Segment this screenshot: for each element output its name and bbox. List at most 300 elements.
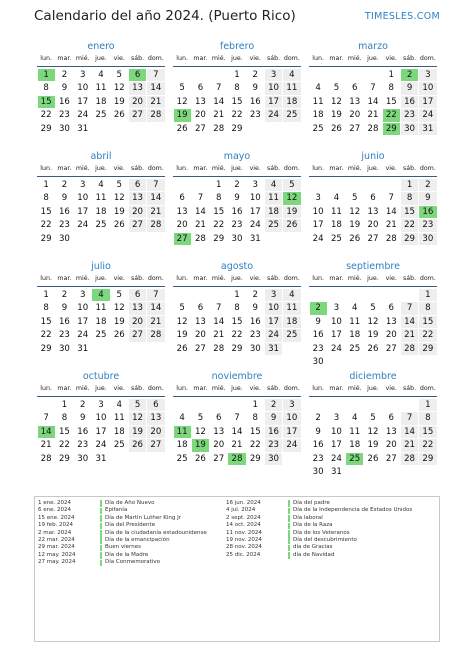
day-cell: 11 [113,413,125,423]
day-cell: 7 [215,83,222,93]
holiday-marker [100,523,102,530]
day-cell: 8 [419,412,436,425]
day-cell: 9 [419,192,436,205]
day-cell: 7 [43,413,49,423]
day-cell: 19 [349,220,361,230]
legend-row [38,507,207,514]
day-grid [37,67,165,148]
day-cell: 16 [58,206,70,217]
day-cell: 2 [252,69,259,80]
day-cell: 3 [419,69,436,82]
day-cell: 8 [43,303,49,313]
month-junio [309,150,437,258]
day-cell: 19 [367,330,379,340]
day-cell: 1 [234,69,240,80]
day-cell: 8 [401,192,418,205]
weekday-label: lun. [176,275,188,282]
day-grid [309,67,437,148]
day-cell: 6 [388,303,395,313]
day-cell: 20 [349,110,361,120]
weekday-header [37,163,165,175]
holiday-day-cell: 12 [283,192,300,205]
day-cell: 21 [147,206,164,219]
day-cell: 1 [43,289,49,300]
weekday-label: sáb. [266,165,281,172]
month-name: enero [87,41,115,52]
day-cell: 24 [265,109,282,122]
weekday-header [37,273,165,285]
day-cell: 29 [58,453,70,464]
weekday-label: vie. [249,55,261,62]
holiday-day-cell: 11 [174,426,191,439]
weekday-label: mar. [193,385,208,392]
day-cell: 11 [95,83,107,93]
month-diciembre [309,370,437,478]
legend-row [38,544,207,551]
legend-date: 2 mar. 2024 [38,529,72,536]
day-cell: 25 [95,330,107,340]
month-mayo [173,150,301,258]
day-cell: 24 [330,453,342,464]
day-cell: 13 [367,206,379,217]
weekday-label: lun. [176,55,188,62]
legend-holiday-name: Día laboral [293,514,323,521]
day-cell: 24 [283,439,300,452]
month-name: junio [361,151,385,162]
weekday-label: sáb. [402,165,417,172]
day-cell: 17 [283,426,300,439]
month-name: agosto [220,261,254,272]
legend-date: 19 nov. 2024 [226,536,262,543]
day-cell: 19 [113,206,125,217]
day-cell: 27 [129,329,146,342]
holiday-marker [100,500,102,507]
weekday-label: mar. [57,275,72,282]
day-cell: 29 [40,343,52,354]
day-cell: 22 [213,220,225,230]
legend-holiday-name: Día del descubrimiento [293,536,357,543]
day-cell: 30 [419,233,436,246]
weekday-label: sáb. [402,275,417,282]
day-cell: 17 [330,440,342,450]
day-cell: 29 [213,233,225,244]
day-cell: 4 [333,193,340,203]
day-cell: 8 [234,303,240,313]
day-cell: 17 [95,426,107,437]
month-name: marzo [358,41,388,52]
holiday-marker [100,545,102,552]
day-cell: 26 [113,220,125,230]
day-cell: 28 [147,109,164,122]
day-grid [309,287,437,368]
day-cell: 7 [147,69,164,82]
day-cell: 6 [129,179,146,192]
day-cell: 17 [77,316,89,327]
holiday-day-cell: 16 [419,206,436,219]
day-cell: 17 [77,206,89,217]
day-cell: 29 [40,233,52,244]
holiday-day-cell: 1 [38,69,55,82]
day-cell: 26 [129,439,146,452]
day-cell: 10 [95,413,107,423]
day-cell: 15 [401,206,418,219]
weekday-label: lun. [40,55,52,62]
weekday-label: vie. [249,385,261,392]
day-cell: 15 [385,96,397,107]
legend-holiday-name: Día del Presidente [105,522,156,529]
day-cell: 26 [113,330,125,340]
day-cell: 22 [231,330,243,340]
weekday-label: mar. [329,55,344,62]
weekday-label: mar. [329,275,344,282]
month-name: octubre [82,371,120,382]
day-cell: 12 [113,303,125,313]
day-cell: 9 [61,303,68,313]
day-grid [309,177,437,258]
legend-date: 16 jun. 2024 [226,500,261,506]
weekday-label: mié. [211,275,226,282]
day-cell: 9 [61,193,68,203]
day-cell: 23 [419,219,436,232]
day-cell: 1 [388,69,395,80]
day-cell: 3 [315,193,321,203]
legend-holiday-name: Día de la ciudadanía estadounidense [105,529,207,536]
day-cell: 23 [58,110,70,120]
day-cell: 21 [385,220,397,230]
legend-row [38,522,207,529]
weekday-label: jue. [367,275,379,282]
day-cell: 23 [312,453,324,464]
day-cell: 3 [265,69,282,82]
day-cell: 2 [234,179,240,190]
day-cell: 18 [349,440,361,450]
day-cell: 30 [58,343,70,354]
day-cell: 10 [330,316,342,327]
holiday-day-cell: 25 [346,453,363,466]
day-cell: 31 [419,123,436,136]
day-cell: 18 [283,96,300,109]
day-cell: 28 [213,123,225,134]
legend-holiday-name: Buen viernes [105,544,141,551]
day-cell: 29 [419,453,436,466]
day-cell: 3 [265,289,282,302]
day-cell: 10 [77,83,89,93]
day-cell: 27 [385,453,397,464]
weekday-label: dom. [419,275,436,282]
legend-row [226,530,412,537]
day-cell: 30 [77,453,89,464]
day-cell: 17 [249,206,261,217]
day-cell: 12 [330,96,342,107]
day-cell: 23 [58,330,70,340]
weekday-label: vie. [385,165,397,172]
day-cell: 21 [147,96,164,109]
day-cell: 19 [129,426,146,439]
weekday-label: vie. [249,165,261,172]
weekday-label: dom. [147,275,164,282]
weekday-label: mié. [75,55,90,62]
day-cell: 12 [113,83,125,93]
day-cell: 23 [312,343,324,354]
weekday-label: sáb. [266,275,281,282]
weekday-header [37,383,165,395]
day-cell: 2 [61,179,68,190]
day-cell: 10 [419,82,436,95]
day-cell: 7 [197,193,204,203]
day-cell: 8 [234,83,240,93]
weekday-label: dom. [419,385,436,392]
day-cell: 13 [349,96,361,107]
day-cell: 9 [252,83,259,93]
holiday-day-cell: 22 [383,109,400,122]
day-cell: 16 [265,426,282,439]
weekday-header [309,53,437,65]
legend-date: 1 ene. 2024 [38,500,71,506]
holiday-marker [288,530,290,537]
day-cell: 13 [129,82,146,95]
day-cell: 15 [419,316,436,329]
day-cell: 18 [265,206,282,219]
day-cell: 15 [58,426,70,437]
day-cell: 1 [401,179,418,192]
day-cell: 21 [367,110,379,120]
weekday-label: mié. [211,165,226,172]
day-cell: 2 [252,289,259,300]
day-cell: 30 [312,467,324,477]
day-grid [37,177,165,258]
month-octubre [37,370,165,478]
holiday-marker [100,530,102,537]
day-cell: 18 [95,206,107,217]
day-cell: 13 [213,426,225,437]
weekday-label: mié. [211,55,226,62]
legend-row [226,522,412,529]
day-cell: 18 [349,330,361,340]
weekday-label: lun. [40,385,52,392]
day-cell: 6 [147,399,164,412]
day-cell: 14 [147,302,164,315]
day-cell: 31 [249,233,261,244]
day-cell: 28 [401,343,418,356]
day-cell: 8 [419,302,436,315]
weekday-label: lun. [312,385,324,392]
day-cell: 15 [419,426,436,439]
weekday-label: lun. [312,165,324,172]
legend-date: 12 may. 2024 [38,551,76,558]
day-cell: 30 [265,453,282,466]
day-cell: 10 [249,193,261,203]
day-cell: 14 [194,206,206,217]
day-cell: 15 [40,316,52,327]
day-cell: 25 [330,233,342,244]
day-cell: 12 [129,412,146,425]
holiday-day-cell: 14 [38,426,55,439]
weekday-label: lun. [312,55,324,62]
day-cell: 13 [129,302,146,315]
legend-date: 6 ene. 2024 [38,507,71,514]
month-enero [37,40,165,148]
weekday-label: sáb. [402,55,417,62]
weekday-label: dom. [419,55,436,62]
day-grid [37,287,165,368]
weekday-label: sáb. [266,385,281,392]
day-cell: 29 [249,453,261,464]
day-cell: 7 [401,412,418,425]
day-cell: 7 [388,193,395,203]
day-cell: 16 [312,330,324,340]
day-cell: 5 [116,289,123,300]
day-cell: 14 [367,96,379,107]
day-cell: 28 [147,219,164,232]
weekday-label: mar. [57,165,72,172]
weekday-label: jue. [95,385,107,392]
day-cell: 27 [129,219,146,232]
day-cell: 5 [283,179,300,192]
day-cell: 28 [213,343,225,354]
weekday-label: dom. [283,275,300,282]
day-cell: 22 [40,330,52,340]
day-cell: 7 [234,413,240,423]
day-cell: 18 [283,316,300,329]
day-cell: 22 [401,219,418,232]
day-grid [173,287,301,368]
day-cell: 4 [98,179,104,190]
weekday-label: dom. [147,165,164,172]
weekday-label: mar. [193,55,208,62]
day-cell: 12 [176,96,188,107]
day-cell: 19 [367,440,379,450]
weekday-label: mié. [347,275,362,282]
day-cell: 24 [419,109,436,122]
day-cell: 24 [95,440,107,450]
legend-holiday-name: día de Navidad [293,551,335,558]
day-cell: 3 [252,179,259,190]
day-cell: 24 [77,330,89,340]
legend-row [38,537,207,544]
day-cell: 8 [61,413,68,423]
day-cell: 4 [283,69,300,82]
legend-row [38,530,207,537]
day-cell: 16 [58,96,70,107]
day-cell: 28 [367,123,379,134]
day-cell: 20 [129,206,146,219]
day-cell: 3 [333,413,340,423]
day-cell: 3 [98,399,104,410]
legend-date: 25 dic. 2024 [226,551,261,558]
day-cell: 28 [385,233,397,244]
day-cell: 27 [367,233,379,244]
weekday-label: dom. [283,165,300,172]
day-cell: 5 [129,399,146,412]
legend-row [38,559,207,566]
weekday-label: mié. [75,385,90,392]
weekday-label: mié. [347,165,362,172]
day-cell: 8 [252,413,259,423]
legend-row [226,507,412,514]
weekday-header [173,273,301,285]
weekday-label: mié. [347,385,362,392]
day-cell: 19 [113,96,125,107]
day-cell: 17 [419,96,436,109]
day-cell: 15 [231,96,243,107]
legend-holiday-name: Día de los Veteranos [293,529,350,536]
day-cell: 9 [315,316,321,327]
day-cell: 23 [249,110,261,120]
day-cell: 23 [231,220,243,230]
holiday-marker [288,523,290,530]
legend-holiday-name: Día del padre [293,500,330,506]
day-cell: 1 [419,399,436,412]
day-cell: 13 [194,96,206,107]
day-cell: 20 [385,440,397,450]
day-cell: 2 [61,289,68,300]
holiday-day-cell: 19 [174,109,191,122]
day-cell: 14 [401,316,418,329]
day-cell: 11 [265,192,282,205]
day-cell: 24 [77,110,89,120]
weekday-label: vie. [113,165,125,172]
month-name: febrero [219,41,255,52]
month-name: mayo [223,151,251,162]
weekday-label: mié. [75,165,90,172]
day-cell: 16 [312,440,324,450]
day-cell: 17 [312,220,324,230]
day-cell: 21 [401,329,418,342]
day-cell: 11 [312,96,324,107]
holiday-day-cell: 29 [383,123,400,136]
day-cell: 24 [249,220,261,230]
weekday-label: mar. [329,385,344,392]
day-cell: 25 [349,343,361,354]
legend-date: 4 jul. 2024 [226,507,256,514]
day-cell: 6 [179,193,185,203]
weekday-header [173,53,301,65]
day-cell: 3 [333,303,340,313]
day-cell: 11 [349,426,361,437]
legend-date: 14 oct. 2024 [226,522,261,529]
day-cell: 25 [113,440,125,450]
day-cell: 3 [79,289,86,300]
day-cell: 1 [419,289,436,302]
holiday-marker [288,552,290,559]
day-cell: 12 [194,426,206,437]
day-cell: 23 [249,330,261,340]
day-cell: 29 [231,123,243,134]
day-cell: 25 [283,109,300,122]
day-cell: 9 [234,193,240,203]
holiday-marker [288,515,290,522]
holiday-marker [100,560,102,567]
weekday-label: vie. [249,275,261,282]
day-cell: 14 [213,316,225,327]
page-title: Calendario del año 2024. (Puerto Rico) [34,8,296,24]
day-cell: 23 [265,439,282,452]
day-grid [173,67,301,148]
day-cell: 7 [147,179,164,192]
day-cell: 9 [61,83,68,93]
day-cell: 31 [330,467,342,477]
holiday-marker [288,508,290,515]
legend-holiday-name: Día de Martin Luther King Jr [105,514,182,521]
month-name: abril [90,151,112,162]
weekday-label: jue. [367,55,379,62]
day-cell: 1 [61,399,68,410]
holiday-day-cell: 19 [192,439,209,452]
weekday-header [37,53,165,65]
weekday-label: jue. [95,275,107,282]
brand-logo[interactable]: TIMESLES.COM [364,11,440,22]
day-cell: 24 [265,329,282,342]
